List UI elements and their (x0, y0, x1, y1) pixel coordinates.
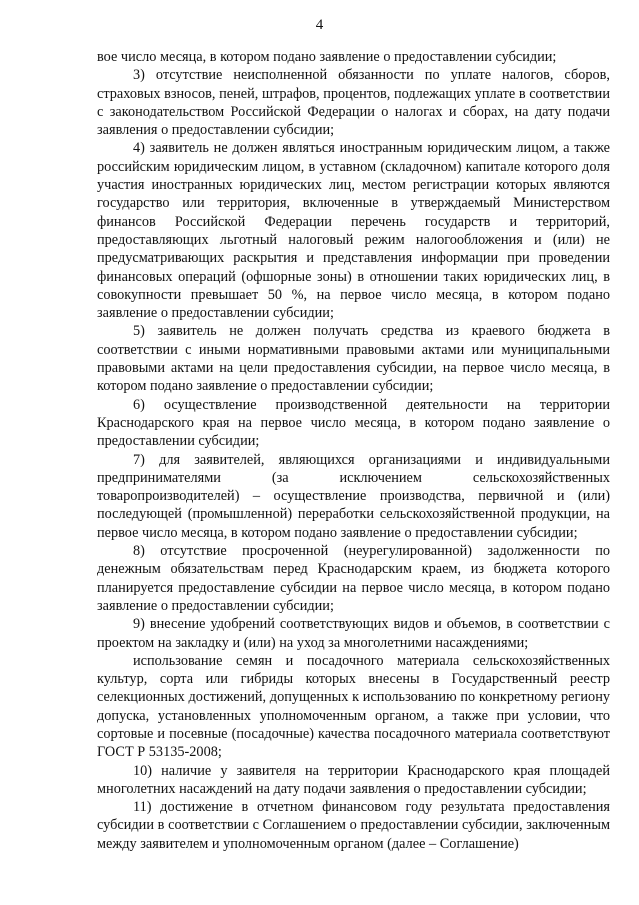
page-number: 4 (315, 17, 324, 33)
paragraph-item-9-continued: использование семян и посадочного материала сельскохозяйственных культур, сорта или гибриды которых внесены в Государственный реестр селекционных достижений, допущенных к использованию по конкретному региону допуска, установленных уполномоченным органом, а также при условии, что сортовые и посевные (посадочные) качества посадочного материала соответствуют ГОСТ Р 53135-2008; (97, 652, 610, 761)
paragraph-continuation: вое число месяца, в котором подано заявление о предоставлении субсидии; (97, 49, 557, 65)
paragraph-item-6: 6) осуществление производственной деятельности на территории Краснодарского края на первое число месяца, в котором подано заявление о предоставлении субсидии; (97, 396, 610, 450)
paragraph-item-3: 3) отсутствие неисполненной обязанности по уплате налогов, сборов, страховых взносов, пеней, штрафов, процентов, подлежащих уплате в соответствии с законодательством Российской Федерации о налогах и сборах, на дату подачи заявления о предоставлении субсидии; (97, 67, 610, 139)
paragraph-item-4: 4) заявитель не должен являться иностранным юридическим лицом, а также российским юридическим лицом, в уставном (складочном) капитале которого доля участия иностранных юридических лиц, местом регистрации которых являются государство или территория, включенные в утверждаемый Министерством финансов Российской Федерации перечень государств и территорий, предоставляющих льготный налоговый режим налогообложения и (или) не предусматривающих раскрытия и представления информации при проведении финансовых операций (офшорные зоны) в отношении таких юридических лиц, в совокупности превышает 50 %, на первое число месяца, в котором подано заявление о предоставлении субсидии; (97, 140, 610, 322)
paragraph-item-5: 5) заявитель не должен получать средства из краевого бюджета в соответствии с иными нормативными правовыми актами или муниципальными правовыми актами на цели предоставления субсидии, на первое число месяца, в котором подано заявление о предоставлении субсидии; (97, 323, 610, 395)
document-body (97, 48, 610, 853)
paragraph-item-9: 9) внесение удобрений соответствующих видов и объемов, в соответствии с проектом на закладку и (или) на уход за многолетними насаждениями; (97, 616, 610, 651)
paragraph-item-8: 8) отсутствие просроченной (неурегулированной) задолженности по денежным обязательствам перед Краснодарским краем, из бюджета которого планируется предоставление субсидии на первое число месяца, в котором подано заявление о предоставлении субсидии; (97, 543, 610, 614)
paragraph-item-11: 11) достижение в отчетном финансовом году результата предоставления субсидии в соответствии с Соглашением о предоставлении субсидии, заключенным между заявителем и уполномоченным органом (далее – Соглашение) (97, 799, 610, 852)
paragraph-item-7: 7) для заявителей, являющихся организациями и индивидуальными предпринимателями (за исключением сельскохозяйственных товаропроизводителей) – осуществление производства, первичной и (или) последующей (промышленной) переработки сельскохозяйственной продукции, на первое число месяца, в котором подано заявление о предоставлении субсидии; (97, 451, 610, 541)
paragraph-item-10: 10) наличие у заявителя на территории Краснодарского края площадей многолетних насаждений на дату подачи заявления о предоставлении субсидии; (97, 762, 610, 797)
